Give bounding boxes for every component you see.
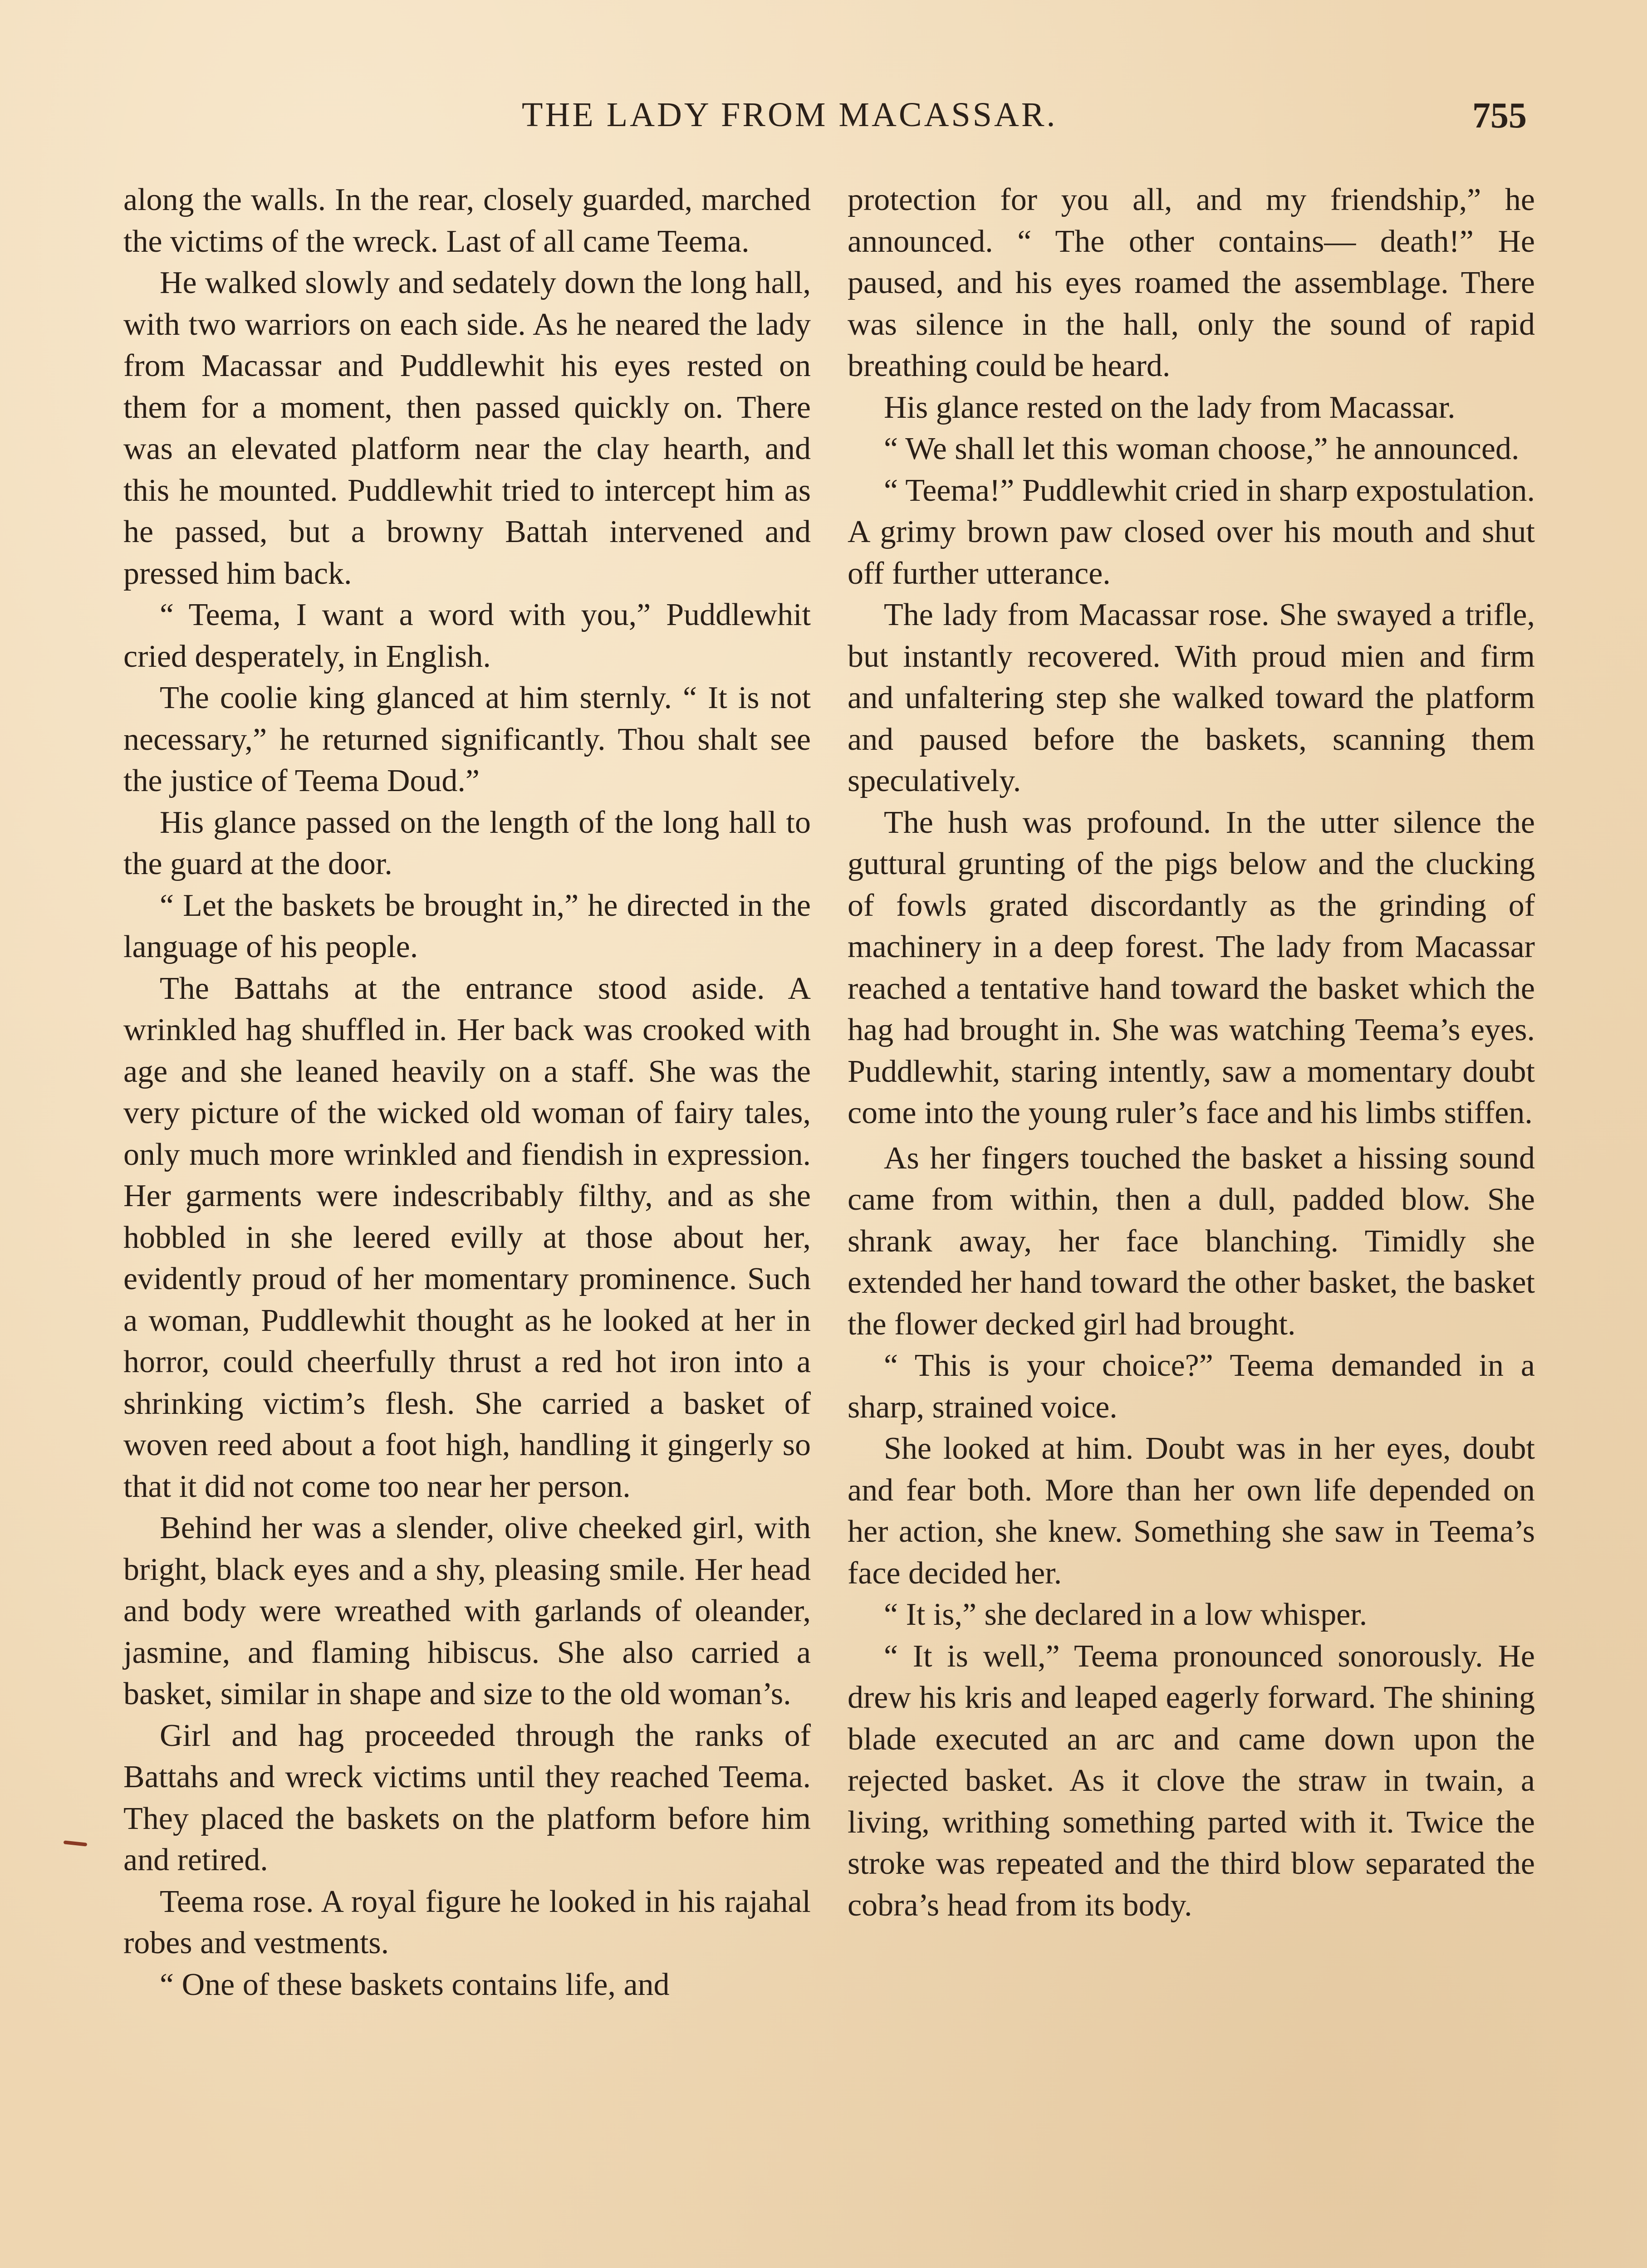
paragraph: “ Teema, I want a word with you,” Puddlewhit cried desperately, in English. xyxy=(123,597,811,674)
paragraph: The coolie king glanced at him sternly. “ It is not necessary,” he returned significantly. Thou shalt see the justice of Teema Doud.” xyxy=(123,680,811,798)
paragraph: along the walls. In the rear, closely guarded, marched the victims of the wreck. Last of all came Teema. xyxy=(123,182,811,259)
paragraph: “ We shall let this woman choose,” he announced. xyxy=(884,431,1520,466)
paragraph: “ Let the baskets be brought in,” he directed in the language of his people. xyxy=(123,888,811,964)
left-text-column xyxy=(123,179,811,2005)
paragraph: The lady from Macassar rose. She swayed a trifle, but instantly recovered. With proud mien and firm and unfaltering step she walked toward the platform and paused before the baskets, scanning them speculatively. xyxy=(848,597,1535,798)
running-head-title: THE LADY FROM MACASSAR. xyxy=(522,96,1058,134)
paragraph: protection for you all, and my friendship,” he announced. “ The other contains— death!” He paused, and his eyes roamed the assemblage. There was silence in the hall, only the sound of rapid breathing could be heard. xyxy=(848,182,1535,383)
paragraph: The hush was profound. In the utter silence the guttural grunting of the pigs below and the clucking of fowls grated discordantly as the grinding of machinery in a deep forest. The lady from Macassar reached a tentative hand toward the basket which the hag had brought in. She was watching Teema’s eyes. Puddlewhit, staring intently, saw a momentary doubt come into the young ruler’s face and his limbs stiffen. xyxy=(848,805,1535,1130)
paragraph: “ It is,” she declared in a low whisper. xyxy=(884,1597,1368,1632)
paragraph: “ This is your choice?” Teema demanded in a sharp, strained voice. xyxy=(848,1348,1535,1425)
paragraph: Behind her was a slender, olive cheeked girl, with bright, black eyes and a shy, pleasing smile. Her head and body were wreathed with garlands of oleander, jasmine, and flaming hibiscus. She also carried a basket, similar in shape and size to the old woman’s. xyxy=(123,1510,811,1711)
paragraph: Girl and hag proceeded through the ranks of Battahs and wreck victims until they reached Teema. They placed the baskets on the platform before him and retired. xyxy=(123,1718,811,1877)
margin-pencil-mark xyxy=(64,1840,88,1846)
paragraph: The Battahs at the entrance stood aside. A wrinkled hag shuffled in. Her back was crooked with age and she leaned heavily on a staff. She was the very picture of the wicked old woman of fairy tales, only much more wrinkled and fiendish in expression. Her garments were indescribably filthy, and as she hobbled in she leered evilly at those about her, evidently proud of her momentary prominence. Such a woman, Puddlewhit thought as he looked at her in horror, could cheerfully thrust a red hot iron into a shrinking victim’s flesh. She carried a basket of woven reed about a foot high, handling it gingerly so that it did not come too near her person. xyxy=(123,971,811,1504)
paragraph: “ One of these baskets contains life, and xyxy=(160,1967,670,2002)
page-number: 755 xyxy=(1472,96,1527,136)
paragraph: He walked slowly and sedately down the long hall, with two warriors on each side. As he neared the lady from Macassar and Puddlewhit his eyes rested on them for a moment, then passed quickly on. There was an elevated platform near the clay hearth, and this he mounted. Puddlewhit tried to intercept him as he passed, but a browny Battah intervened and pressed him back. xyxy=(123,265,811,591)
paragraph: His glance rested on the lady from Macassar. xyxy=(884,390,1456,425)
right-text-column xyxy=(848,179,1535,1926)
paragraph: “ It is well,” Teema pronounced sonorously. He drew his kris and leaped eagerly forward. The shining blade executed an arc and came down upon the rejected basket. As it clove the straw in twain, a living, writhing something parted with it. Twice the stroke was repeated and the third blow separated the cobra’s head from its body. xyxy=(848,1638,1535,1923)
paragraph: “ Teema!” Puddlewhit cried in sharp expostulation. A grimy brown paw closed over his mouth and shut off further utterance. xyxy=(848,473,1535,591)
paragraph: Teema rose. A royal figure he looked in his rajahal robes and vestments. xyxy=(123,1884,811,1960)
paragraph: She looked at him. Doubt was in her eyes, doubt and fear both. More than her own life depended on her action, she knew. Something she saw in Teema’s face decided her. xyxy=(848,1431,1535,1591)
paragraph: As her fingers touched the basket a hissing sound came from within, then a dull, padded blow. She shrank away, her face blanching. Timidly she extended her hand toward the other basket, the basket the flower decked girl had brought. xyxy=(848,1140,1535,1342)
paragraph: His glance passed on the length of the long hall to the guard at the door. xyxy=(123,805,811,881)
